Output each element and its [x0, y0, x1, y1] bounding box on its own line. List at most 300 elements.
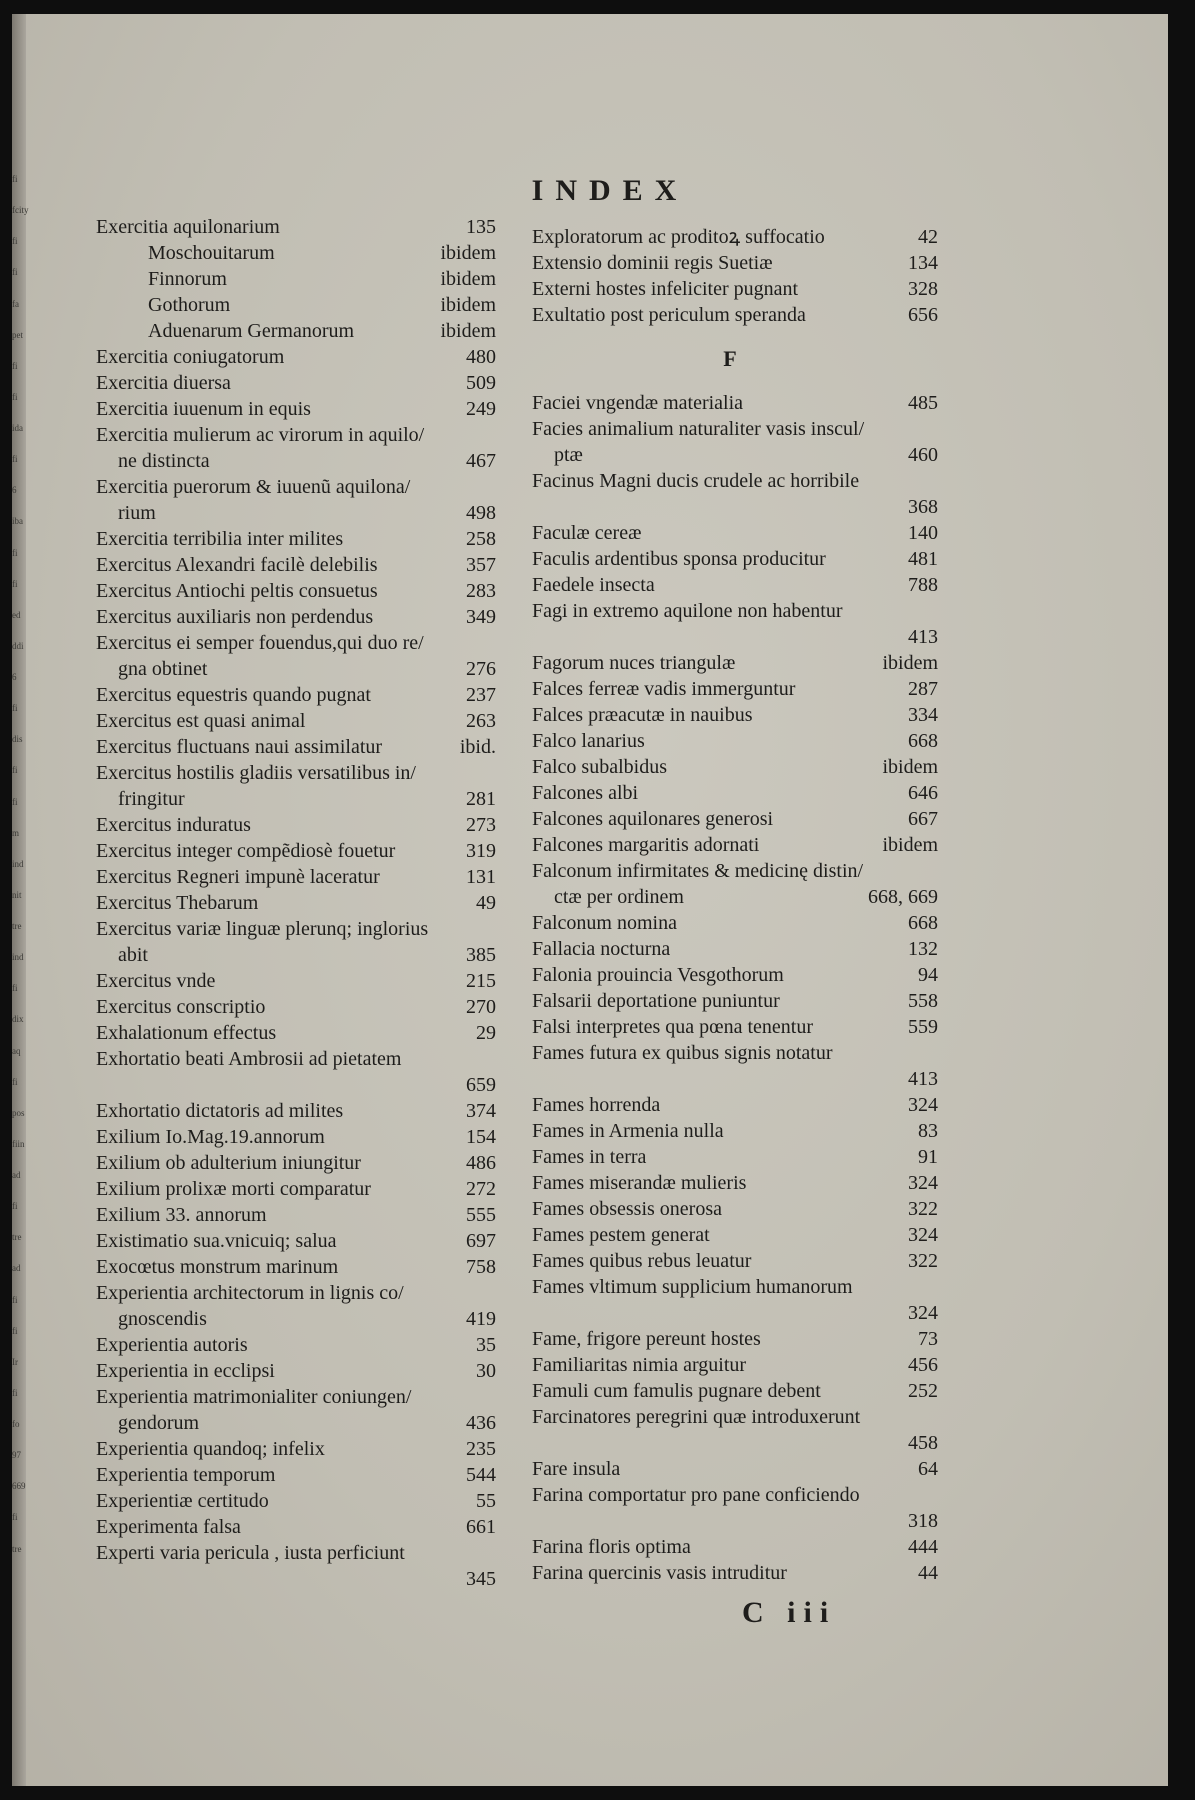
entry-page-number: 328 — [908, 278, 938, 300]
index-entry — [96, 812, 496, 838]
entry-page-number: 322 — [908, 1198, 938, 1220]
entry-page-number: 544 — [466, 1464, 496, 1486]
entry-text: Exercitia aquilonarium — [96, 216, 280, 238]
margin-fragment: iba — [12, 516, 23, 527]
entry-text: Falconum nomina — [532, 912, 677, 934]
index-entry — [96, 1436, 496, 1462]
entry-text: Exercitus Regneri impunè laceratur — [96, 866, 380, 888]
index-entry — [96, 1176, 496, 1202]
entry-page-number: 134 — [908, 252, 938, 274]
entry-page-number: 667 — [908, 808, 938, 830]
margin-fragment: fi — [12, 1325, 18, 1336]
entry-text: Farcinatores peregrini quæ introduxerunt — [532, 1406, 861, 1428]
index-entry — [96, 1514, 496, 1540]
index-entry — [96, 1280, 496, 1306]
index-entry — [96, 1462, 496, 1488]
index-entry — [96, 1332, 496, 1358]
index-entry — [96, 1202, 496, 1228]
entry-text: Fagorum nuces triangulæ — [532, 652, 736, 674]
index-entry — [532, 598, 938, 624]
entry-text: rium — [118, 502, 156, 524]
index-entry — [96, 864, 496, 890]
entry-page-number: 273 — [466, 814, 496, 836]
index-entry — [96, 266, 496, 292]
entry-text: Exercitia diuersa — [96, 372, 231, 394]
index-entry — [532, 302, 938, 328]
entry-page-number: 324 — [908, 1172, 938, 1194]
entry-text: Experimenta falsa — [96, 1516, 241, 1538]
index-entry — [96, 1410, 496, 1436]
entry-text: Faciei vngendæ materialia — [532, 392, 744, 414]
entry-page-number: ibidem — [440, 320, 496, 342]
entry-page-number: 486 — [466, 1152, 496, 1174]
index-entry — [532, 1014, 938, 1040]
entry-page-number: ibidem — [440, 294, 496, 316]
entry-page-number: 287 — [908, 678, 938, 700]
entry-page-number: 444 — [908, 1536, 938, 1558]
margin-fragment: dix — [12, 1014, 24, 1025]
index-entry — [532, 650, 938, 676]
entry-page-number: 485 — [908, 392, 938, 414]
index-entry — [532, 936, 938, 962]
entry-page-number: ibidem — [882, 652, 938, 674]
entry-text: fringitur — [118, 788, 185, 810]
entry-page-number: ibid. — [459, 736, 496, 758]
index-entry — [532, 1326, 938, 1352]
index-entry — [96, 396, 496, 422]
margin-fragment: dis — [12, 734, 23, 745]
entry-page-number: 319 — [466, 840, 496, 862]
entry-text: Fames horrenda — [532, 1094, 661, 1116]
entry-page-number: 436 — [466, 1412, 496, 1434]
entry-page-number: ibidem — [440, 268, 496, 290]
entry-page-number: 235 — [466, 1438, 496, 1460]
margin-fragment: ad — [12, 1263, 21, 1274]
entry-text: Faedele insecta — [532, 574, 655, 596]
entry-page-number: 94 — [918, 964, 938, 986]
index-entry — [96, 1306, 496, 1332]
entry-page-number: 788 — [908, 574, 938, 596]
entry-text: Exercitus hostilis gladiis versatilibus in/ — [96, 762, 416, 784]
entry-page-number: 131 — [466, 866, 496, 888]
index-entry — [96, 1124, 496, 1150]
index-entry — [96, 214, 496, 240]
entry-text: Falsi interpretes qua pœna tenentur — [532, 1016, 814, 1038]
entry-page-number: 456 — [908, 1354, 938, 1376]
index-entry — [96, 760, 496, 786]
index-entry — [532, 962, 938, 988]
entry-text: ne distincta — [118, 450, 210, 472]
entry-page-number: 509 — [466, 372, 496, 394]
index-entry — [532, 1248, 938, 1274]
entry-text: gna obtinet — [118, 658, 208, 680]
margin-fragment: pos — [12, 1107, 25, 1118]
margin-fragment: fi — [12, 547, 18, 558]
entry-page-number: 272 — [466, 1178, 496, 1200]
index-entry — [96, 656, 496, 682]
entry-text: gendorum — [118, 1412, 200, 1434]
entry-text: Exultatio post periculum speranda — [532, 304, 806, 326]
index-entry — [96, 838, 496, 864]
margin-fragment: 6 — [12, 672, 17, 682]
margin-fragment: fo — [12, 1419, 20, 1429]
margin-fragment: aq — [12, 1045, 21, 1056]
margin-fragment: 97 — [12, 1450, 21, 1461]
entry-text: Exercitus est quasi animal — [96, 710, 306, 732]
entry-page-number: 215 — [466, 970, 496, 992]
index-entry — [532, 494, 938, 520]
index-entry — [532, 276, 938, 302]
index-entry — [96, 1566, 496, 1592]
entry-text: Fagi in extremo aquilone non habentur — [532, 600, 843, 622]
index-entry — [532, 1534, 938, 1560]
entry-page-number: 413 — [908, 626, 938, 648]
entry-page-number: 460 — [908, 444, 938, 466]
entry-page-number: 44 — [918, 1562, 938, 1584]
entry-text: Exercitus Alexandri facilè delebilis — [96, 554, 378, 576]
entry-page-number: 270 — [466, 996, 496, 1018]
margin-fragment: fi — [12, 174, 18, 184]
entry-text: Exploratorum ac proditoꝝ suffocatio — [532, 226, 825, 248]
entry-text: Experientiæ certitudo — [96, 1490, 269, 1512]
index-entry — [532, 910, 938, 936]
index-entry — [532, 250, 938, 276]
entry-page-number: 324 — [908, 1302, 938, 1324]
entry-text: ctæ per ordinem — [554, 886, 684, 908]
entry-text: Existimatio sua.vnicuiq; salua — [96, 1230, 337, 1252]
entry-text: Exilium 33. annorum — [96, 1204, 267, 1226]
entry-page-number: 135 — [466, 216, 496, 238]
margin-fragment: ida — [12, 423, 23, 433]
index-entry — [532, 1300, 938, 1326]
margin-fragment: fi — [12, 1512, 18, 1523]
entry-page-number: 661 — [466, 1516, 496, 1538]
index-entry — [96, 240, 496, 266]
entry-text: Experientia autoris — [96, 1334, 248, 1356]
entry-page-number: 276 — [466, 658, 496, 680]
index-entry — [532, 416, 938, 442]
entry-page-number: 30 — [476, 1360, 496, 1382]
entry-page-number: 345 — [466, 1568, 496, 1590]
index-entry — [532, 390, 938, 416]
index-entry — [96, 968, 496, 994]
entry-page-number: 481 — [908, 548, 938, 570]
margin-fragment: fi — [12, 1076, 18, 1087]
entry-page-number: 334 — [908, 704, 938, 726]
entry-page-number: 29 — [476, 1022, 496, 1044]
index-entry — [532, 572, 938, 598]
entry-page-number: 322 — [908, 1250, 938, 1272]
index-entry — [96, 318, 496, 344]
margin-fragment: tre — [12, 921, 22, 931]
entry-page-number: 349 — [466, 606, 496, 628]
entry-text: Exercitus Antiochi peltis consuetus — [96, 580, 378, 602]
margin-fragment: fa — [12, 298, 19, 309]
margin-fragment: pet — [12, 329, 23, 340]
entry-page-number: 263 — [466, 710, 496, 732]
index-entry — [96, 994, 496, 1020]
entry-page-number: 374 — [466, 1100, 496, 1122]
entry-text: Fames in terra — [532, 1146, 647, 1168]
index-entry — [96, 526, 496, 552]
entry-text: Exercitus integer compẽdiosè fouetur — [96, 840, 396, 862]
index-entry — [532, 702, 938, 728]
index-entry — [96, 1540, 496, 1566]
entry-text: Farina floris optima — [532, 1536, 691, 1558]
index-entry — [96, 1228, 496, 1254]
entry-text: Exocœtus monstrum marinum — [96, 1256, 339, 1278]
entry-page-number: 368 — [908, 496, 938, 518]
signature-mark: C iii — [742, 1596, 837, 1629]
entry-text: Famuli cum famulis pugnare debent — [532, 1380, 821, 1402]
index-entry — [96, 734, 496, 760]
entry-page-number: 258 — [466, 528, 496, 550]
entry-text: Exercitia iuuenum in equis — [96, 398, 311, 420]
entry-page-number: 385 — [466, 944, 496, 966]
index-entry — [532, 858, 938, 884]
index-entry — [532, 1508, 938, 1534]
entry-page-number: 324 — [908, 1224, 938, 1246]
entry-page-number: 458 — [908, 1432, 938, 1454]
entry-text: Exilium Io.Mag.19.annorum — [96, 1126, 325, 1148]
entry-text: Extensio dominii regis Suetiæ — [532, 252, 773, 274]
entry-text: Exercitia mulierum ac virorum in aquilo/ — [96, 424, 425, 446]
entry-text: Faculæ cereæ — [532, 522, 642, 544]
index-entry — [532, 988, 938, 1014]
index-entry — [96, 474, 496, 500]
entry-text: Falcones aquilonares generosi — [532, 808, 774, 830]
entry-page-number: 55 — [476, 1490, 496, 1512]
index-entry — [96, 552, 496, 578]
margin-fragment: tre — [12, 1543, 22, 1554]
entry-page-number: 559 — [908, 1016, 938, 1038]
entry-page-number: 252 — [908, 1380, 938, 1402]
entry-page-number: 555 — [466, 1204, 496, 1226]
index-entry — [532, 1170, 938, 1196]
entry-text: Experientia temporum — [96, 1464, 276, 1486]
entry-text: Fames futura ex quibus signis notatur — [532, 1042, 833, 1064]
index-entry — [96, 1020, 496, 1046]
index-entry — [96, 630, 496, 656]
entry-text: Exilium prolixæ morti comparatur — [96, 1178, 371, 1200]
margin-fragment: fi — [12, 454, 18, 465]
index-entry — [96, 500, 496, 526]
entry-text: Falcones albi — [532, 782, 639, 804]
entry-page-number: 83 — [918, 1120, 938, 1142]
entry-text: Exercitia coniugatorum — [96, 346, 285, 368]
entry-text: Exercitus Thebarum — [96, 892, 259, 914]
index-entry — [96, 1046, 496, 1072]
index-entry — [96, 1358, 496, 1384]
margin-fragment: fi — [12, 983, 18, 994]
index-entry — [532, 1118, 938, 1144]
entry-page-number: 283 — [466, 580, 496, 602]
entry-text: Falonia prouincia Vesgothorum — [532, 964, 784, 986]
index-entry — [96, 942, 496, 968]
entry-text: Exercitus induratus — [96, 814, 251, 836]
index-entry — [532, 1274, 938, 1300]
entry-page-number: 498 — [466, 502, 496, 524]
entry-text: Fare insula — [532, 1458, 621, 1480]
entry-text: Fames obsessis onerosa — [532, 1198, 722, 1220]
index-entry — [532, 1196, 938, 1222]
entry-text: Falcones margaritis adornati — [532, 834, 760, 856]
entry-page-number: 480 — [466, 346, 496, 368]
entry-page-number: 467 — [466, 450, 496, 472]
entry-page-number: 132 — [908, 938, 938, 960]
entry-page-number: 668 — [908, 730, 938, 752]
entry-text: Exilium ob adulterium iniungitur — [96, 1152, 361, 1174]
index-entry — [96, 1150, 496, 1176]
index-entry — [96, 604, 496, 630]
index-entry — [532, 624, 938, 650]
margin-fragment: fi — [12, 1294, 18, 1305]
entry-text: Falconum infirmitates & medicinę distin/ — [532, 860, 864, 882]
index-column-right — [532, 224, 938, 1586]
entry-page-number: 281 — [466, 788, 496, 810]
index-entry — [96, 1072, 496, 1098]
index-entry — [532, 754, 938, 780]
entry-page-number: 42 — [918, 226, 938, 248]
index-entry — [532, 1404, 938, 1430]
entry-page-number: 357 — [466, 554, 496, 576]
entry-text: Experientia matrimonialiter coniungen/ — [96, 1386, 412, 1408]
index-entry — [532, 1352, 938, 1378]
margin-fragment: fiin — [12, 1138, 25, 1149]
entry-text: Exhortatio dictatoris ad milites — [96, 1100, 344, 1122]
entry-text: Experientia in ecclipsi — [96, 1360, 275, 1382]
index-entry — [532, 728, 938, 754]
entry-text: Finnorum — [148, 268, 227, 290]
margin-fragment: fi — [12, 578, 18, 589]
entry-text: Exercitus ei semper fouendus,qui duo re/ — [96, 632, 424, 654]
margin-fragment: Ir — [12, 1356, 18, 1367]
index-entry — [532, 442, 938, 468]
margin-fragment: ind — [12, 858, 24, 869]
margin-fragment: fcity — [12, 205, 29, 216]
margin-fragment: nit — [12, 889, 22, 900]
index-entry — [532, 806, 938, 832]
index-entry — [96, 448, 496, 474]
entry-text: gnoscendis — [118, 1308, 207, 1330]
entry-text: Experti varia pericula , iusta perficiunt — [96, 1542, 405, 1564]
index-entry — [532, 1066, 938, 1092]
entry-text: Experientia quandoq; infelix — [96, 1438, 325, 1460]
entry-text: Falco subalbidus — [532, 756, 667, 778]
entry-page-number: 659 — [466, 1074, 496, 1096]
entry-text: Fames pestem generat — [532, 1224, 710, 1246]
entry-page-number: 668, 669 — [868, 886, 938, 908]
margin-fragment: fi — [12, 1201, 18, 1212]
entry-text: Fame, frigore pereunt hostes — [532, 1328, 761, 1350]
index-entry — [96, 786, 496, 812]
entry-text: Exercitia puerorum & iuuenũ aquilona/ — [96, 476, 411, 498]
index-entry — [96, 1384, 496, 1410]
book-page — [12, 14, 1168, 1786]
index-entry — [96, 682, 496, 708]
entry-text: Exhalationum effectus — [96, 1022, 277, 1044]
index-entry — [96, 344, 496, 370]
index-entry — [532, 832, 938, 858]
index-entry — [96, 1488, 496, 1514]
entry-page-number: 558 — [908, 990, 938, 1012]
index-entry — [532, 546, 938, 572]
entry-text: Fames in Armenia nulla — [532, 1120, 724, 1142]
margin-fragment: fi — [12, 391, 18, 402]
entry-text: Farina comportatur pro pane conficiendo — [532, 1484, 860, 1506]
entry-text: Falco lanarius — [532, 730, 645, 752]
entry-text: Exercitus auxiliaris non perdendus — [96, 606, 374, 628]
index-entry — [96, 422, 496, 448]
entry-text: Fames vltimum supplicium humanorum — [532, 1276, 853, 1298]
entry-page-number: 49 — [476, 892, 496, 914]
entry-page-number: 413 — [908, 1068, 938, 1090]
entry-text: Moschouitarum — [148, 242, 275, 264]
entry-text: Exercitus equestris quando pugnat — [96, 684, 371, 706]
entry-text: Fames quibus rebus leuatur — [532, 1250, 752, 1272]
index-entry — [532, 224, 938, 250]
margin-fragment: fi — [12, 765, 18, 776]
margin-fragment: ed — [12, 609, 21, 620]
section-letter: F — [723, 346, 737, 371]
index-entry — [532, 520, 938, 546]
index-entry — [96, 1098, 496, 1124]
page-header: INDEX — [531, 174, 689, 207]
index-entry — [96, 890, 496, 916]
entry-page-number: 419 — [466, 1308, 496, 1330]
index-entry — [532, 468, 938, 494]
index-entry — [96, 578, 496, 604]
entry-text: Experientia architectorum in lignis co/ — [96, 1282, 404, 1304]
index-entry — [532, 1430, 938, 1456]
entry-page-number: 237 — [466, 684, 496, 706]
index-entry — [532, 780, 938, 806]
margin-fragment: ddi — [12, 640, 24, 651]
entry-text: Fames miserandæ mulieris — [532, 1172, 747, 1194]
index-entry — [96, 916, 496, 942]
previous-page-bleed-through — [12, 174, 29, 1554]
index-entry — [96, 708, 496, 734]
entry-text: abit — [118, 944, 148, 966]
entry-text: Exhortatio beati Ambrosii ad pietatem — [96, 1048, 402, 1070]
entry-page-number: 697 — [466, 1230, 496, 1252]
index-entry — [532, 1560, 938, 1586]
margin-fragment: ad — [12, 1170, 21, 1180]
index-entry — [532, 1092, 938, 1118]
entry-text: Falces ferreæ vadis immerguntur — [532, 678, 796, 700]
index-entry — [532, 884, 938, 910]
margin-fragment: fi — [12, 236, 18, 247]
margin-fragment: fi — [12, 1387, 18, 1398]
index-entry — [96, 1254, 496, 1280]
entry-text: Exercitus fluctuans naui assimilatur — [96, 736, 383, 758]
margin-fragment: 669 — [12, 1481, 26, 1492]
entry-page-number: 64 — [918, 1458, 938, 1480]
entry-text: Facinus Magni ducis crudele ac horribile — [532, 470, 860, 492]
entry-text: Aduenarum Germanorum — [148, 320, 355, 342]
entry-page-number: 758 — [466, 1256, 496, 1278]
margin-fragment: 6 — [12, 485, 17, 496]
entry-page-number: 668 — [908, 912, 938, 934]
entry-page-number: ibidem — [440, 242, 496, 264]
entry-page-number: 656 — [908, 304, 938, 326]
margin-fragment: fi — [12, 360, 18, 371]
entry-text: Exercitus vnde — [96, 970, 216, 992]
entry-page-number: 249 — [466, 398, 496, 420]
index-entry — [532, 1222, 938, 1248]
entry-page-number: 318 — [908, 1510, 938, 1532]
entry-text: Falces præacutæ in nauibus — [532, 704, 753, 726]
